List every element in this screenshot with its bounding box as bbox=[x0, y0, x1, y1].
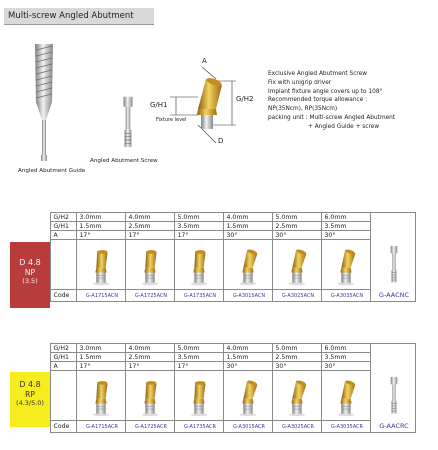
np-gh2-cell: 5.0mm bbox=[174, 213, 223, 222]
rp-abutment-17-image bbox=[185, 373, 213, 419]
rp-gh2-cell: 6.0mm bbox=[321, 344, 370, 353]
note-line: NP(35Ncm), RP(35Ncm) bbox=[268, 106, 338, 113]
np-angle-cell: 30° bbox=[272, 231, 321, 240]
rp-angle-cell: 30° bbox=[321, 362, 370, 371]
np-code-cell: G-A3035ACN bbox=[321, 290, 370, 302]
rp-code-cell: G-A3015ACR bbox=[223, 421, 272, 433]
guide-caption: Angled Abutment Guide bbox=[18, 168, 86, 174]
rp-angle-cell: 30° bbox=[272, 362, 321, 371]
rp-code-cell: G-A1725ACR bbox=[125, 421, 174, 433]
rp-badge-type: RP bbox=[25, 390, 35, 399]
np-abutment-30-image bbox=[332, 242, 360, 288]
note-line: Recommended torque allowance : bbox=[268, 97, 368, 104]
rp-gh1-cell: 1.5mm bbox=[76, 353, 125, 362]
diagram-label-gh2: G/H2 bbox=[236, 95, 254, 103]
np-gh1-cell: 3.5mm bbox=[321, 222, 370, 231]
rp-badge-sub: (4.3/5.0) bbox=[16, 399, 44, 407]
np-gh2-cell: 4.0mm bbox=[125, 213, 174, 222]
np-angle-cell: 17° bbox=[174, 231, 223, 240]
rp-gh2-cell: 4.0mm bbox=[223, 344, 272, 353]
diagram-label-a: A bbox=[202, 57, 207, 65]
np-gh1-cell: 2.5mm bbox=[125, 222, 174, 231]
np-abutment-17-image bbox=[136, 244, 164, 286]
rp-screw-image bbox=[388, 376, 400, 416]
note-line: Exclusive Angled Abutment Screw bbox=[268, 71, 367, 77]
rp-abutment-30-image bbox=[283, 374, 311, 418]
rp-gh1-cell: 3.5mm bbox=[321, 353, 370, 362]
rp-code-cell: G-A3035ACR bbox=[321, 421, 370, 433]
np-abutment-30-image bbox=[283, 243, 311, 287]
np-code-cell: G-A1735ACN bbox=[174, 290, 223, 302]
rp-angle-cell: 17° bbox=[125, 362, 174, 371]
rp-abutment-17-image bbox=[136, 375, 164, 417]
np-gh2-cell: 6.0mm bbox=[321, 213, 370, 222]
rp-angle-cell: 17° bbox=[76, 362, 125, 371]
rp-abutment-30-image bbox=[332, 373, 360, 419]
label-angle: A bbox=[50, 362, 76, 371]
rp-badge-size: D 4.8 bbox=[19, 380, 41, 389]
rp-code-cell: G-A1735ACR bbox=[174, 421, 223, 433]
diagram-label-fixture-level: Fixture level bbox=[156, 117, 187, 123]
np-abutment-30-image bbox=[234, 244, 262, 286]
np-gh1-cell: 1.5mm bbox=[223, 222, 272, 231]
np-gh1-cell: 3.5mm bbox=[174, 222, 223, 231]
screw-caption: Angled Abutment Screw bbox=[90, 158, 158, 164]
np-badge-sub: (3.5) bbox=[22, 277, 38, 285]
label-angle: A bbox=[50, 231, 76, 240]
note-line: packing unit : Multi-screw Angled Abutment bbox=[268, 114, 396, 121]
rp-code-cell: G-A3025ACR bbox=[272, 421, 321, 433]
np-gh2-cell: 4.0mm bbox=[223, 213, 272, 222]
np-angle-cell: 17° bbox=[76, 231, 125, 240]
np-gh2-cell: 3.0mm bbox=[76, 213, 125, 222]
page-title: Multi-screw Angled Abutment bbox=[4, 8, 154, 25]
np-angle-cell: 30° bbox=[223, 231, 272, 240]
np-screw-image bbox=[388, 245, 400, 285]
rp-gh1-cell: 3.5mm bbox=[174, 353, 223, 362]
rp-badge bbox=[10, 372, 50, 427]
rp-gh1-cell: 2.5mm bbox=[272, 353, 321, 362]
rp-abutment-30-image bbox=[234, 375, 262, 417]
np-code-cell: G-A1715ACN bbox=[76, 290, 125, 302]
label-gh1: G/H1 bbox=[50, 222, 76, 231]
rp-abutment-17-image bbox=[87, 375, 115, 417]
np-angle-cell: 30° bbox=[321, 231, 370, 240]
np-angle-cell: 17° bbox=[125, 231, 174, 240]
np-abutment-17-image bbox=[185, 242, 213, 288]
label-gh2: G/H2 bbox=[50, 344, 76, 353]
np-spec-table bbox=[10, 212, 416, 302]
np-code-cell: G-A1725ACN bbox=[125, 290, 174, 302]
rp-gh2-cell: 5.0mm bbox=[174, 344, 223, 353]
np-badge bbox=[10, 242, 50, 308]
angled-abutment-screw-image bbox=[120, 92, 136, 154]
rp-gh1-cell: 2.5mm bbox=[125, 353, 174, 362]
rp-extra-code: G-AACRC bbox=[370, 421, 415, 433]
rp-angle-cell: 30° bbox=[223, 362, 272, 371]
rp-code-cell: G-A1715ACR bbox=[76, 421, 125, 433]
rp-spec-table bbox=[10, 343, 416, 433]
np-code-cell: G-A3015ACN bbox=[223, 290, 272, 302]
angled-abutment-guide-image bbox=[30, 42, 58, 166]
label-gh1: G/H1 bbox=[50, 353, 76, 362]
rp-gh2-cell: 4.0mm bbox=[125, 344, 174, 353]
rp-angle-cell: 17° bbox=[174, 362, 223, 371]
np-gh1-cell: 1.5mm bbox=[76, 222, 125, 231]
note-line: + Angled Guide + screw bbox=[308, 123, 380, 130]
label-gh2: G/H2 bbox=[50, 213, 76, 222]
rp-gh2-cell: 3.0mm bbox=[76, 344, 125, 353]
product-notes bbox=[268, 70, 438, 132]
note-line: Fix with unigrip driver bbox=[268, 79, 332, 86]
rp-gh1-cell: 1.5mm bbox=[223, 353, 272, 362]
label-code: Code bbox=[50, 290, 76, 302]
np-badge-size: D 4.8 bbox=[19, 258, 41, 267]
np-extra-code: G-AACNC bbox=[370, 290, 415, 302]
diagram-label-gh1: G/H1 bbox=[150, 101, 168, 109]
np-gh2-cell: 5.0mm bbox=[272, 213, 321, 222]
note-line: Implant fixture angle covers up to 108° bbox=[268, 88, 383, 95]
np-code-cell: G-A3025ACN bbox=[272, 290, 321, 302]
label-code: Code bbox=[50, 421, 76, 433]
np-abutment-17-image bbox=[87, 244, 115, 286]
rp-gh2-cell: 5.0mm bbox=[272, 344, 321, 353]
abutment-dimension-diagram bbox=[150, 55, 260, 160]
np-badge-type: NP bbox=[24, 268, 36, 277]
diagram-label-d: D bbox=[218, 137, 224, 145]
np-gh1-cell: 2.5mm bbox=[272, 222, 321, 231]
